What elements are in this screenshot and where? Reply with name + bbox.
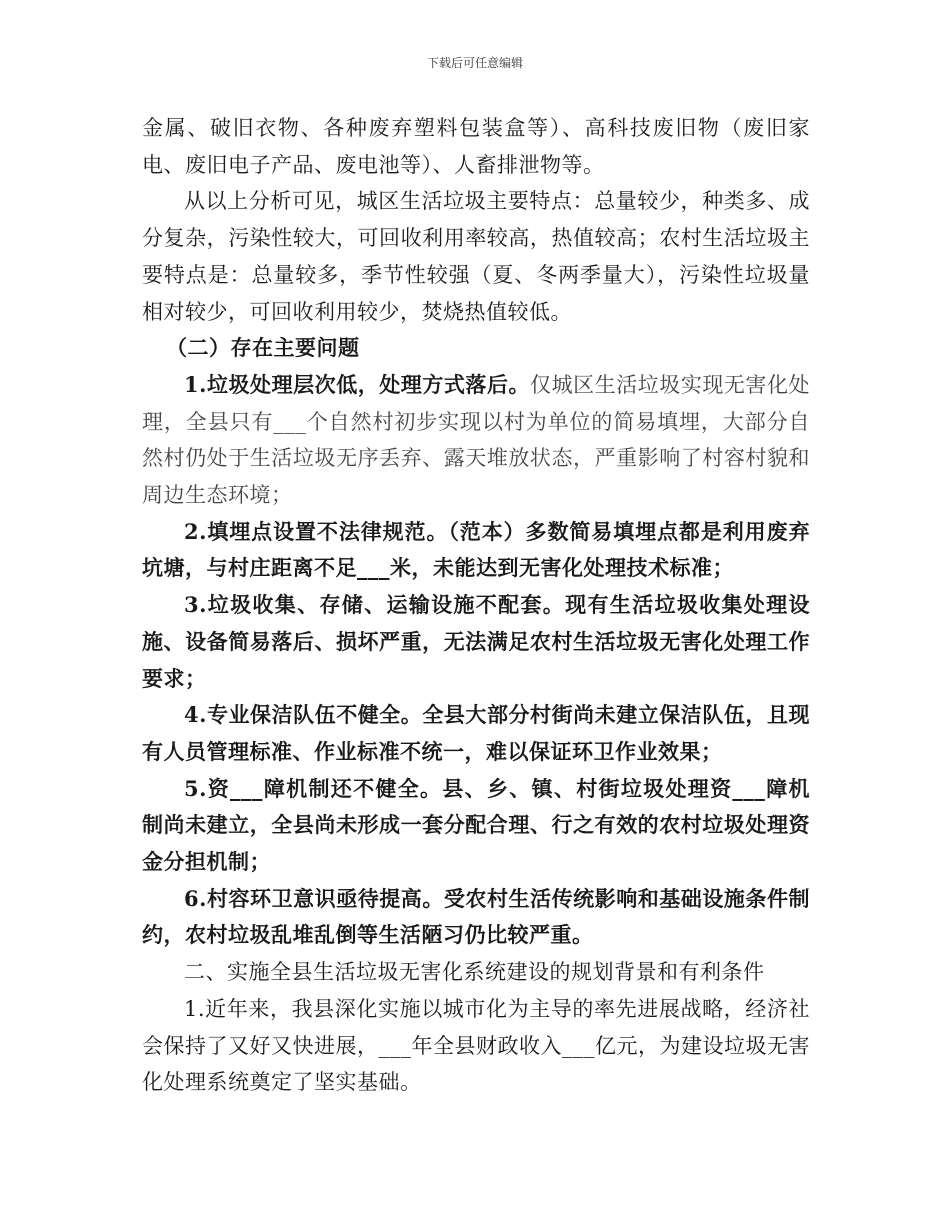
problem-item-1-title: 1.垃圾处理层次低，处理方式落后。 <box>184 371 531 397</box>
paragraph-continued: 金属、破旧衣物、各种废弃塑料包装盒等）、高科技废旧物（废旧家电、废旧电子产品、废电池等）、人畜排泄物等。 <box>142 116 810 177</box>
problem-item-1 <box>142 367 810 514</box>
page-header: 下载后可任意编辑 <box>426 56 523 70</box>
background-item-1: 1.近年来，我县深化实施以城市化为主导的率先进展战略，经济社会保持了又好又快进展，___年全县财政收入___亿元，为建设垃圾无害化处理系统奠定了坚实基础。 <box>142 996 810 1095</box>
problem-item-6: 6.村容环卫意识亟待提高。受农村生活传统影响和基础设施条件制约，农村垃圾乱堆乱倒等生活陋习仍比较严重。 <box>142 885 810 948</box>
problem-item-3: 3.垃圾收集、存储、运输设施不配套。现有生活垃圾收集处理设施、设备简易落后、损坏严重，无法满足农村生活垃圾无害化处理工作要求； <box>142 592 810 691</box>
document-body <box>142 110 810 1101</box>
paragraph-analysis: 从以上分析可见，城区生活垃圾主要特点：总量较少，种类多、成分复杂，污染性较大，可回收利用率较高，热值较高；农村生活垃圾主要特点是：总量较多，季节性较强（夏、冬两季量大），污染性垃圾量相对较少，可回收利用较少，焚烧热值较低。 <box>142 189 810 324</box>
section-heading-problems: （二）存在主要问题 <box>166 335 360 361</box>
problem-item-4: 4.专业保洁队伍不健全。全县大部分村街尚未建立保洁队伍，且现有人员管理标准、作业标准不统一，难以保证环卫作业效果； <box>142 702 810 764</box>
problem-item-5: 5.资___障机制还不健全。县、乡、镇、村街垃圾处理资___障机制尚未建立，全县尚未形成一套分配合理、行之有效的农村垃圾处理资金分担机制； <box>142 775 810 875</box>
section-heading-background: 二、实施全县生活垃圾无害化系统建设的规划背景和有利条件 <box>184 960 765 985</box>
problem-item-1-text: 仅城区生活垃圾实现无害化处理，全县只有___个自然村初步实现以村为单位的简易填埋，大部分自然村仍处于生活垃圾无序丢弃、露天堆放状态，严重影响了村容村貌和周边生态环境； <box>142 372 811 508</box>
problem-item-2: 2.填埋点设置不法律规范。（范本）多数简易填埋点都是利用废弃坑塘，与村庄距离不足___米，未能达到无害化处理技术标准； <box>142 518 810 581</box>
